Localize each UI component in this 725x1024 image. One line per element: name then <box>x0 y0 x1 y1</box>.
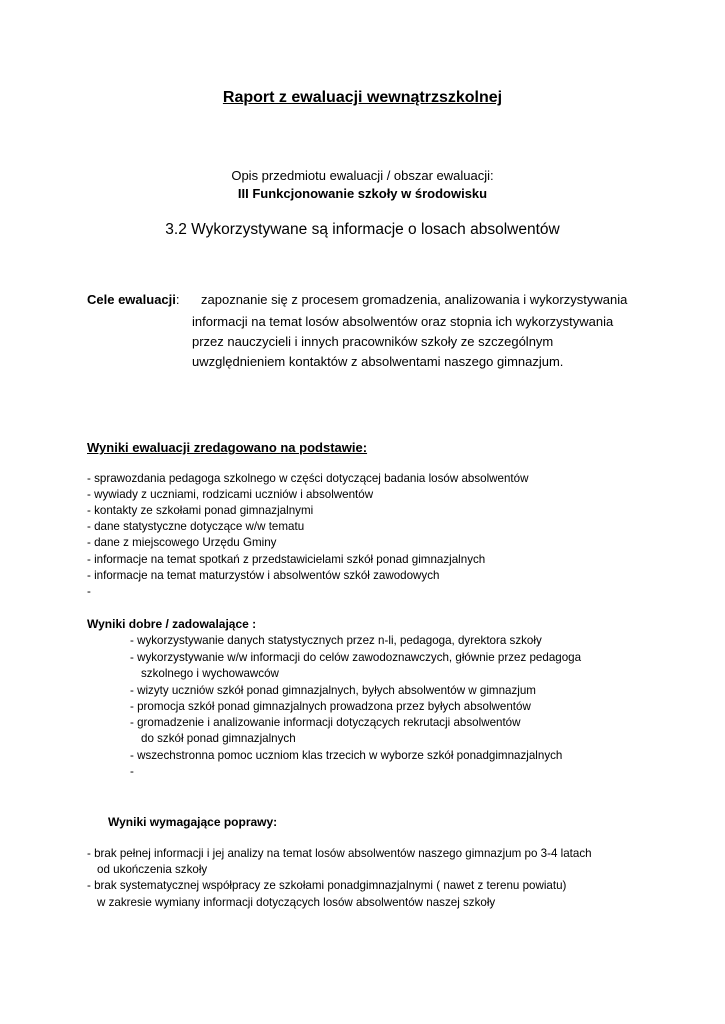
basis-heading: Wyniki ewaluacji zredagowano na podstawie: <box>87 440 368 455</box>
good-item: - wizyty uczniów szkół ponad gimnazjalnych, byłych absolwentów w gimnazjum <box>130 684 536 697</box>
good-item-continuation: szkolnego i wychowawców <box>141 667 279 680</box>
good-heading: Wyniki dobre / zadowalające : <box>87 617 257 631</box>
goals-line: uwzględnieniem kontaktów z absolwentami naszego gimnazjum. <box>192 354 564 369</box>
basis-item: - sprawozdania pedagoga szkolnego w części dotyczącej badania losów absolwentów <box>87 472 529 485</box>
goals-line: przez nauczycieli i innych pracowników szkoły ze szczególnym <box>192 334 554 349</box>
report-title: Raport z ewaluacji wewnątrzszkolnej <box>222 89 503 106</box>
improve-heading: Wyniki wymagające poprawy: <box>108 815 278 829</box>
good-item: - promocja szkół ponad gimnazjalnych prowadzona przez byłych absolwentów <box>130 700 531 713</box>
goals-line: informacji na temat losów absolwentów oraz stopnia ich wykorzystywania <box>192 314 614 329</box>
good-item: - wykorzystywanie w/w informacji do celów zawodoznawczych, głównie przez pedagoga <box>130 651 582 664</box>
improve-item: - brak systematycznej współpracy ze szkołami ponadgimnazjalnymi ( nawet z terenu powiatu) <box>87 879 567 892</box>
goals-line: zapoznanie się z procesem gromadzenia, analizowania i wykorzystywania <box>201 292 628 307</box>
goals-label-row <box>87 292 180 307</box>
good-item: - <box>130 765 134 778</box>
basis-item: - informacje na temat spotkań z przedstawicielami szkół ponad gimnazjalnych <box>87 553 486 566</box>
good-item: - wykorzystywanie danych statystycznych przez n-li, pedagoga, dyrektora szkoły <box>130 634 542 647</box>
scope-label: Opis przedmiotu ewaluacji / obszar ewaluacji: <box>231 168 494 183</box>
basis-item: - kontakty ze szkołami ponad gimnazjalnymi <box>87 504 314 517</box>
basis-item: - informacje na temat maturzystów i absolwentów szkół zawodowych <box>87 569 440 582</box>
section-subtitle: 3.2 Wykorzystywane są informacje o losach absolwentów <box>165 221 560 238</box>
basis-item: - <box>87 585 91 598</box>
good-item-continuation: do szkół ponad gimnazjalnych <box>141 732 296 745</box>
improve-item: - brak pełnej informacji i jej analizy na temat losów absolwentów naszego gimnazjum po 3-4 latach <box>87 847 592 860</box>
scope-area: III Funkcjonowanie szkoły w środowisku <box>237 186 488 201</box>
goals-label: Cele ewaluacji <box>87 292 176 307</box>
good-item: - wszechstronna pomoc uczniom klas trzecich w wyborze szkół ponadgimnazjalnych <box>130 749 563 762</box>
improve-item-continuation: w zakresie wymiany informacji dotyczących losów absolwentów naszej szkoły <box>97 896 496 909</box>
basis-item: - dane statystyczne dotyczące w/w tematu <box>87 520 305 533</box>
improve-item-continuation: od ukończenia szkoły <box>97 863 208 876</box>
basis-item: - wywiady z uczniami, rodzicami uczniów i absolwentów <box>87 488 374 501</box>
good-item: - gromadzenie i analizowanie informacji dotyczących rekrutacji absolwentów <box>130 716 521 729</box>
goals-colon: : <box>175 292 180 307</box>
basis-item: - dane z miejscowego Urzędu Gminy <box>87 536 277 549</box>
